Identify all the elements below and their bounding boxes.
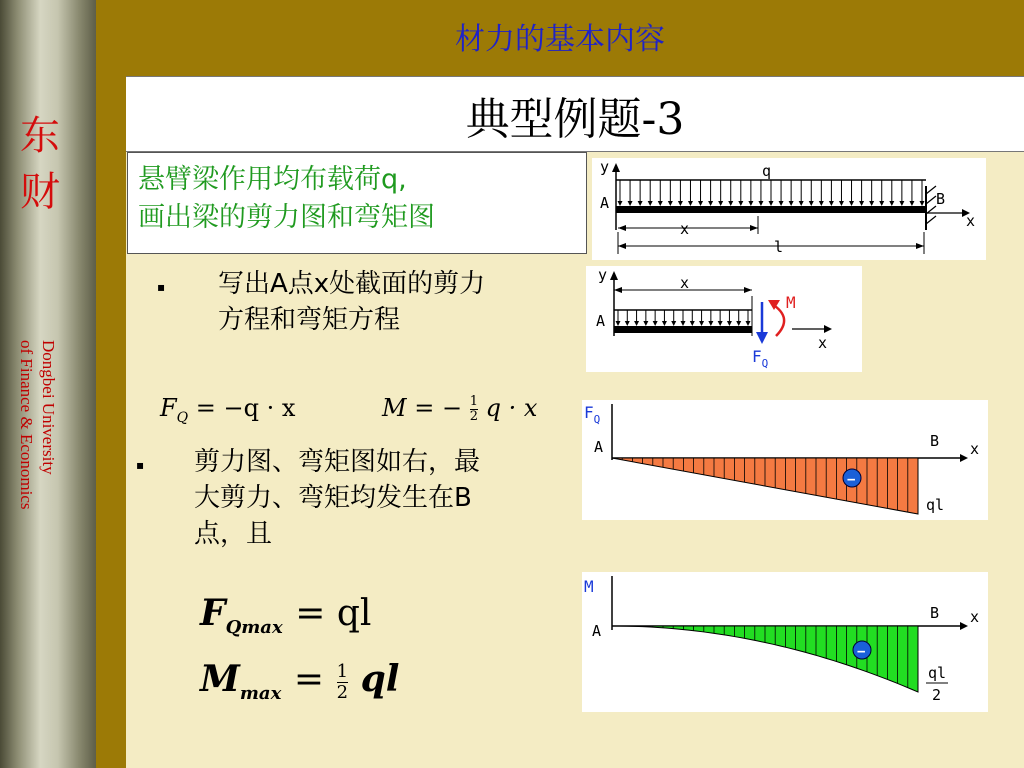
load-arrow-head [789, 201, 794, 206]
section-fq-sub: Q [761, 357, 769, 370]
slide-title-box [126, 76, 1024, 152]
max-shear-equation [200, 592, 371, 638]
load-arrow-head [708, 201, 713, 206]
mmax-rhs: ql [360, 658, 400, 700]
sidebar-texture [0, 0, 96, 768]
moment-value-num: ql [928, 664, 947, 682]
section-load-arrows [616, 310, 751, 326]
moment-x-axis-label: x [970, 608, 980, 626]
beam-body [616, 206, 926, 213]
beam-q-label: q [762, 162, 772, 180]
beam-diagram [592, 158, 986, 260]
section-y-label: y [598, 266, 608, 284]
load-arrow-head [699, 321, 704, 326]
load-arrow-head [662, 321, 667, 326]
fqmax-rhs: = ql [295, 593, 372, 634]
top-bar [96, 0, 1024, 76]
bullet-text-2 [194, 444, 480, 552]
fq-rhs: = −q · x [195, 394, 296, 422]
load-arrow-head [727, 321, 732, 326]
distributed-load-arrows [618, 180, 925, 206]
load-arrow-head [879, 201, 884, 206]
section-diagram [586, 266, 862, 372]
load-arrow-head [829, 201, 834, 206]
load-arrow-head [738, 201, 743, 206]
m-frac-den: 2 [469, 409, 478, 424]
load-arrow-head [653, 321, 658, 326]
bullet-text-1 [218, 266, 485, 338]
beam-x-dim-label: x [680, 220, 690, 238]
problem-line-2: 画出梁的剪力图和弯矩图 [138, 202, 435, 233]
m-symbol: M [382, 394, 407, 422]
shear-axis-label [584, 403, 600, 426]
load-arrow-head [769, 201, 774, 206]
m-fraction [470, 395, 478, 424]
load-arrow-head [819, 201, 824, 206]
sidebar-char-1: 东 [20, 113, 60, 159]
load-arrow-head [839, 201, 844, 206]
load-arrow-head [681, 321, 686, 326]
load-arrow-head [671, 321, 676, 326]
page-title: 材力的基本内容 [455, 22, 665, 57]
load-arrow-head [658, 201, 663, 206]
load-arrow-head [909, 201, 914, 206]
bullet-mark-2: ▪ [136, 458, 145, 472]
shear-axis-f: F [584, 403, 594, 422]
moment-equation [382, 394, 537, 424]
bullet-mark-1: ▪ [157, 280, 166, 294]
load-arrow-head [638, 201, 643, 206]
shear-force-diagram [582, 400, 988, 520]
load-arrow-head [736, 321, 741, 326]
load-arrow-head [869, 201, 874, 206]
section-fq-f: F [752, 347, 762, 366]
load-arrow-head [628, 201, 633, 206]
load-arrow-head [889, 201, 894, 206]
load-arrow-head [634, 321, 639, 326]
load-arrow-head [758, 201, 763, 206]
load-arrow-head [799, 201, 804, 206]
load-arrow-head [616, 321, 621, 326]
shear-value-label: ql [926, 496, 945, 514]
load-arrow-head [698, 201, 703, 206]
shear-b-label: B [930, 432, 940, 450]
mmax-eq: = [293, 659, 325, 700]
load-arrow-head [668, 201, 673, 206]
mmax-frac-num: 1 [336, 660, 349, 682]
load-arrow-head [625, 321, 630, 326]
moment-value-den: 2 [932, 686, 942, 704]
moment-axis-label: M [584, 577, 594, 596]
section-m-label: M [786, 293, 796, 312]
beam-a-label: A [600, 194, 610, 212]
left-strip [96, 0, 126, 768]
fqmax-symbol: F [200, 592, 226, 634]
load-arrow-head [690, 321, 695, 326]
sidebar-university-name [10, 340, 66, 600]
bullet-1-line-2: 方程和弯矩方程 [218, 305, 401, 335]
section-a-label: A [596, 312, 606, 330]
beam-b-label: B [936, 190, 946, 208]
slide-content [126, 76, 1024, 768]
sidebar-en-line1: Dongbei University [39, 340, 58, 475]
load-arrow-head [899, 201, 904, 206]
section-x-axis-label: x [818, 334, 828, 352]
bullet-2-line-2: 大剪力、弯矩均发生在B [194, 483, 472, 513]
slide-title: 典型例题-3 [465, 94, 685, 145]
load-arrow-head [718, 321, 723, 326]
mmax-frac-den: 2 [336, 681, 349, 703]
mmax-symbol: M [200, 658, 240, 700]
load-arrow-head [643, 321, 648, 326]
section-fq-label [752, 347, 768, 370]
shear-a-label: A [594, 438, 604, 456]
beam-x-axis-label: x [966, 212, 976, 230]
problem-statement [138, 161, 435, 237]
shear-sign: − [847, 472, 856, 488]
shear-axis-sub: Q [593, 413, 601, 426]
beam-l-dim-label: l [774, 238, 784, 256]
m-rhs: q · x [485, 394, 538, 422]
load-arrow-head [849, 201, 854, 206]
fqmax-subscript: Qmax [225, 617, 283, 639]
load-arrow-head [728, 201, 733, 206]
bending-moment-diagram [582, 572, 988, 712]
max-moment-equation [200, 658, 399, 704]
fq-subscript: Q [176, 409, 189, 426]
load-arrow-head [648, 201, 653, 206]
problem-statement-box [127, 152, 587, 254]
bullet-2-line-3: 点，且 [194, 519, 273, 549]
problem-line-1: 悬臂梁作用均布载荷q, [138, 164, 407, 195]
m-eq: = − [414, 394, 463, 422]
bullet-1-line-1: 写出A点x处截面的剪力 [218, 269, 486, 299]
fq-symbol: F [160, 394, 177, 422]
mmax-fraction [337, 662, 348, 703]
sidebar-en-line2: of Finance & Economics [17, 340, 36, 510]
section-beam-body [614, 326, 752, 333]
load-arrow-head [746, 321, 751, 326]
section-x-dim-label: x [680, 274, 690, 292]
shear-equation [160, 394, 295, 426]
load-arrow-head [708, 321, 713, 326]
load-arrow-head [718, 201, 723, 206]
mmax-subscript: max [239, 683, 282, 705]
load-arrow-head [678, 201, 683, 206]
sidebar-logo-cn [8, 108, 72, 220]
beam-y-label: y [600, 158, 610, 176]
moment-b-label: B [930, 604, 940, 622]
m-frac-num: 1 [469, 394, 478, 409]
load-arrow-head [748, 201, 753, 206]
bullet-2-line-1: 剪力图、弯矩图如右，最 [194, 447, 481, 477]
load-arrow-head [809, 201, 814, 206]
load-arrow-head [779, 201, 784, 206]
load-arrow-head [618, 201, 623, 206]
load-arrow-head [859, 201, 864, 206]
sidebar-char-2: 财 [20, 169, 60, 215]
moment-sign: − [857, 644, 866, 660]
moment-a-label: A [592, 622, 602, 640]
load-arrow-head [688, 201, 693, 206]
shear-x-axis-label: x [970, 440, 980, 458]
load-arrow-head [920, 201, 925, 206]
